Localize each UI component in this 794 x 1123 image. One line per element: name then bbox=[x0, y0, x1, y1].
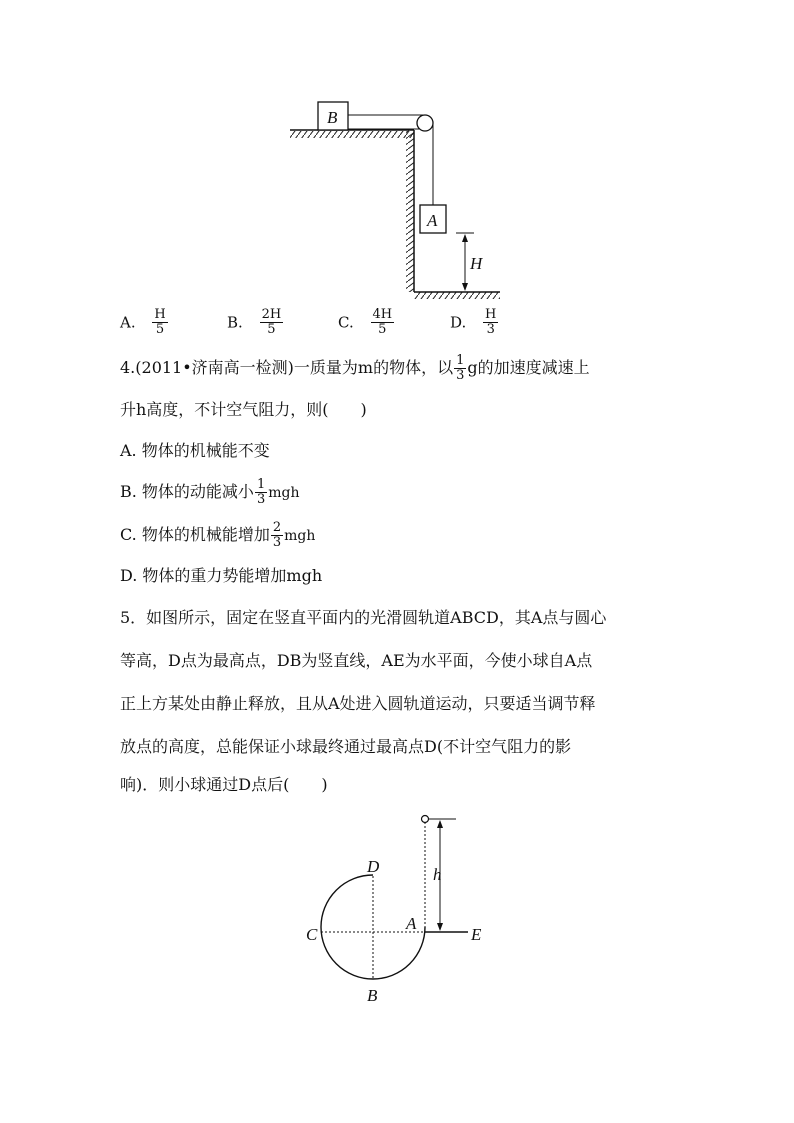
label-b: B bbox=[327, 108, 338, 127]
label-a: A bbox=[427, 211, 438, 230]
q5-stem-line2: 等高，D点为最高点，DB为竖直线，AE为水平面，今使小球自A点 bbox=[120, 651, 593, 670]
fraction: $\frac{1}{3}$ bbox=[256, 477, 266, 507]
q4-option-a[interactable]: A. 物体的机械能不变 bbox=[120, 441, 270, 460]
fraction: $\frac{2H}{5}$ bbox=[261, 307, 282, 337]
ball bbox=[422, 816, 429, 823]
q5-stem-line3: 正上方某处由静止释放，且从A处进入圆轨道运动，只要适当调节释 bbox=[120, 694, 596, 713]
label-c: C bbox=[306, 925, 318, 944]
q5-stem-line4: 放点的高度，总能保证小球最终通过最高点D(不计空气阻力的影 bbox=[120, 737, 572, 756]
fraction: $\frac{H}{5}$ bbox=[154, 307, 166, 337]
q5-stem-line1: 5．如图所示，固定在竖直平面内的光滑圆轨道ABCD，其A点与圆心 bbox=[120, 608, 607, 627]
label-d: D bbox=[367, 857, 380, 876]
fraction: $\frac{1}{3}$ bbox=[456, 353, 465, 383]
q4-option-b[interactable]: B. 物体的动能减小 $\frac{1}{3}$ mgh bbox=[120, 477, 300, 507]
label-h-upper: H bbox=[470, 254, 483, 273]
q4-stem-line2: 升h高度，不计空气阻力，则( ) bbox=[120, 400, 367, 419]
q3-option-c[interactable]: C. $\frac{4H}{5}$ bbox=[338, 307, 393, 337]
circular-track-figure bbox=[300, 810, 500, 1010]
q3-option-a[interactable]: A. $\frac{H}{5}$ bbox=[120, 307, 166, 337]
fraction: $\frac{2}{3}$ bbox=[272, 520, 282, 550]
wall bbox=[406, 130, 414, 292]
fraction: $\frac{H}{3}$ bbox=[485, 307, 497, 337]
q4-option-c[interactable]: C. 物体的机械能增加 $\frac{2}{3}$ mgh bbox=[120, 520, 316, 550]
q5-stem-line5: 响)．则小球通过D点后( ) bbox=[120, 775, 328, 794]
floor bbox=[414, 292, 500, 299]
q4-stem-line1: 4.(2011•济南高一检测)一质量为m的物体，以 $\frac{1}{3}$ g的加速度减速上 bbox=[120, 353, 590, 383]
label-e: E bbox=[471, 925, 482, 944]
label-a: A bbox=[406, 914, 417, 933]
q3-option-b[interactable]: B. $\frac{2H}{5}$ bbox=[227, 307, 282, 337]
label-b: B bbox=[367, 986, 378, 1005]
fraction: $\frac{4H}{5}$ bbox=[372, 307, 393, 337]
q3-option-d[interactable]: D. $\frac{H}{3}$ bbox=[450, 307, 497, 337]
table-surface bbox=[290, 130, 414, 138]
pulley-figure bbox=[280, 95, 510, 305]
pulley bbox=[417, 115, 433, 131]
label-h: h bbox=[433, 865, 442, 884]
q4-option-d[interactable]: D. 物体的重力势能增加mgh bbox=[120, 566, 323, 585]
